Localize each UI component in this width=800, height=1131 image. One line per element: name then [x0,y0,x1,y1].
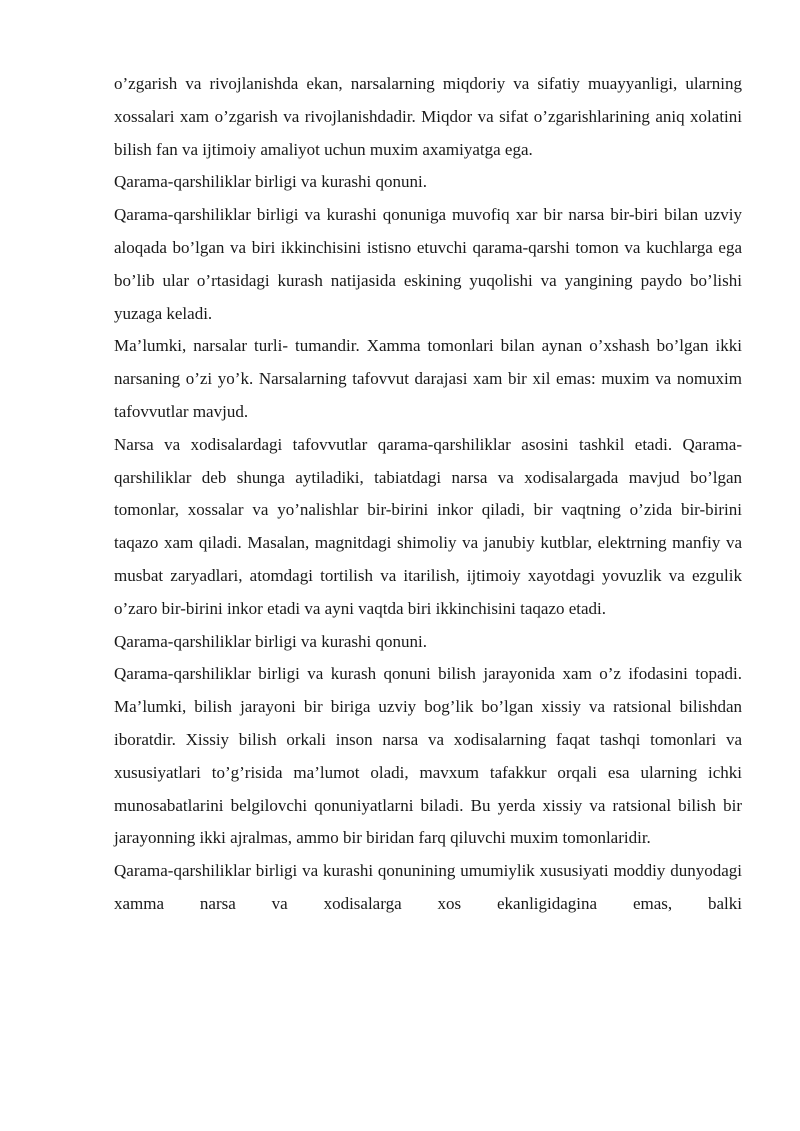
paragraph-6: Qarama-qarshiliklar birligi va kurashi qonunining umumiylik xususiyati moddiy dunyodagi xamma narsa va xodisalarga xos ekanligidagina emas, balki [114,861,742,913]
document-page [114,68,742,921]
paragraph-2: Qarama-qarshiliklar birligi va kurashi qonuniga muvofiq xar bir narsa bir-biri bilan uzviy aloqada bo’lgan va biri ikkinchisini istisno etuvchi qarama-qarshi tomon va kuchlarga ega bo’lib ular o’rtasidagi kurash natijasida eskining yuqolishi va yangining paydo bo’lishi yuzaga keladi. [114,205,742,323]
paragraph-3: Ma’lumki, narsalar turli- tumandir. Xamma tomonlari bilan aynan o’xshash bo’lgan ikki narsaning o’zi yo’k. Narsalarning tafovvut darajasi xam bir xil emas: muxim va nomuxim tafovvutlar mavjud. [114,336,742,421]
paragraph-1: o’zgarish va rivojlanishda ekan, narsalarning miqdoriy va sifatiy muayyanligi, ularning xossalari xam o’zgarish va rivojlanishdadir. Miqdor va sifat o’zgarishlarining aniq xolatini bilish fan va ijtimoiy amaliyot uchun muxim axamiyatga ega. [114,74,742,159]
paragraph-4: Narsa va xodisalardagi tafovvutlar qarama-qarshiliklar asosini tashkil etadi. Qarama-qarshiliklar deb shunga aytiladiki, tabiatdagi narsa va xodisalargada mavjud bo’lgan tomonlar, xossalar va yo’nalishlar bir-birini inkor qiladi, bir vaqtning o’zida bir-birini taqazo xam qiladi. Masalan, magnitdagi shimoliy va janubiy kutblar, elektrning manfiy va musbat zaryadlari, atomdagi tortilish va itarilish, ijtimoiy xayotdagi yovuzlik va ezgulik o’zaro bir-birini inkor etadi va ayni vaqtda biri ikkinchisini taqazo etadi. [114,434,742,618]
paragraph-5: Qarama-qarshiliklar birligi va kurash qonuni bilish jarayonida xam o’z ifodasini topadi. Ma’lumki, bilish jarayoni bir biriga uzviy bog’lik bo’lgan xissiy va ratsional bilishdan iboratdir. Xissiy bilish orkali inson narsa va xodisalarning faqat tashqi tomonlari va xususiyatlari to’g’risida ma’lumot oladi, mavxum tafakkur orqali esa ularning ichki munosabatlarini belgilovchi qonuniyatlarni biladi. Bu yerda xissiy va ratsional bilish bir jarayonning ikki ajralmas, ammo bir biridan farq qiluvchi muxim tomonlaridir. [114,664,742,848]
section-heading-1: Qarama-qarshiliklar birligi va kurashi qonuni. [114,172,427,192]
section-heading-2: Qarama-qarshiliklar birligi va kurashi qonuni. [114,631,427,651]
